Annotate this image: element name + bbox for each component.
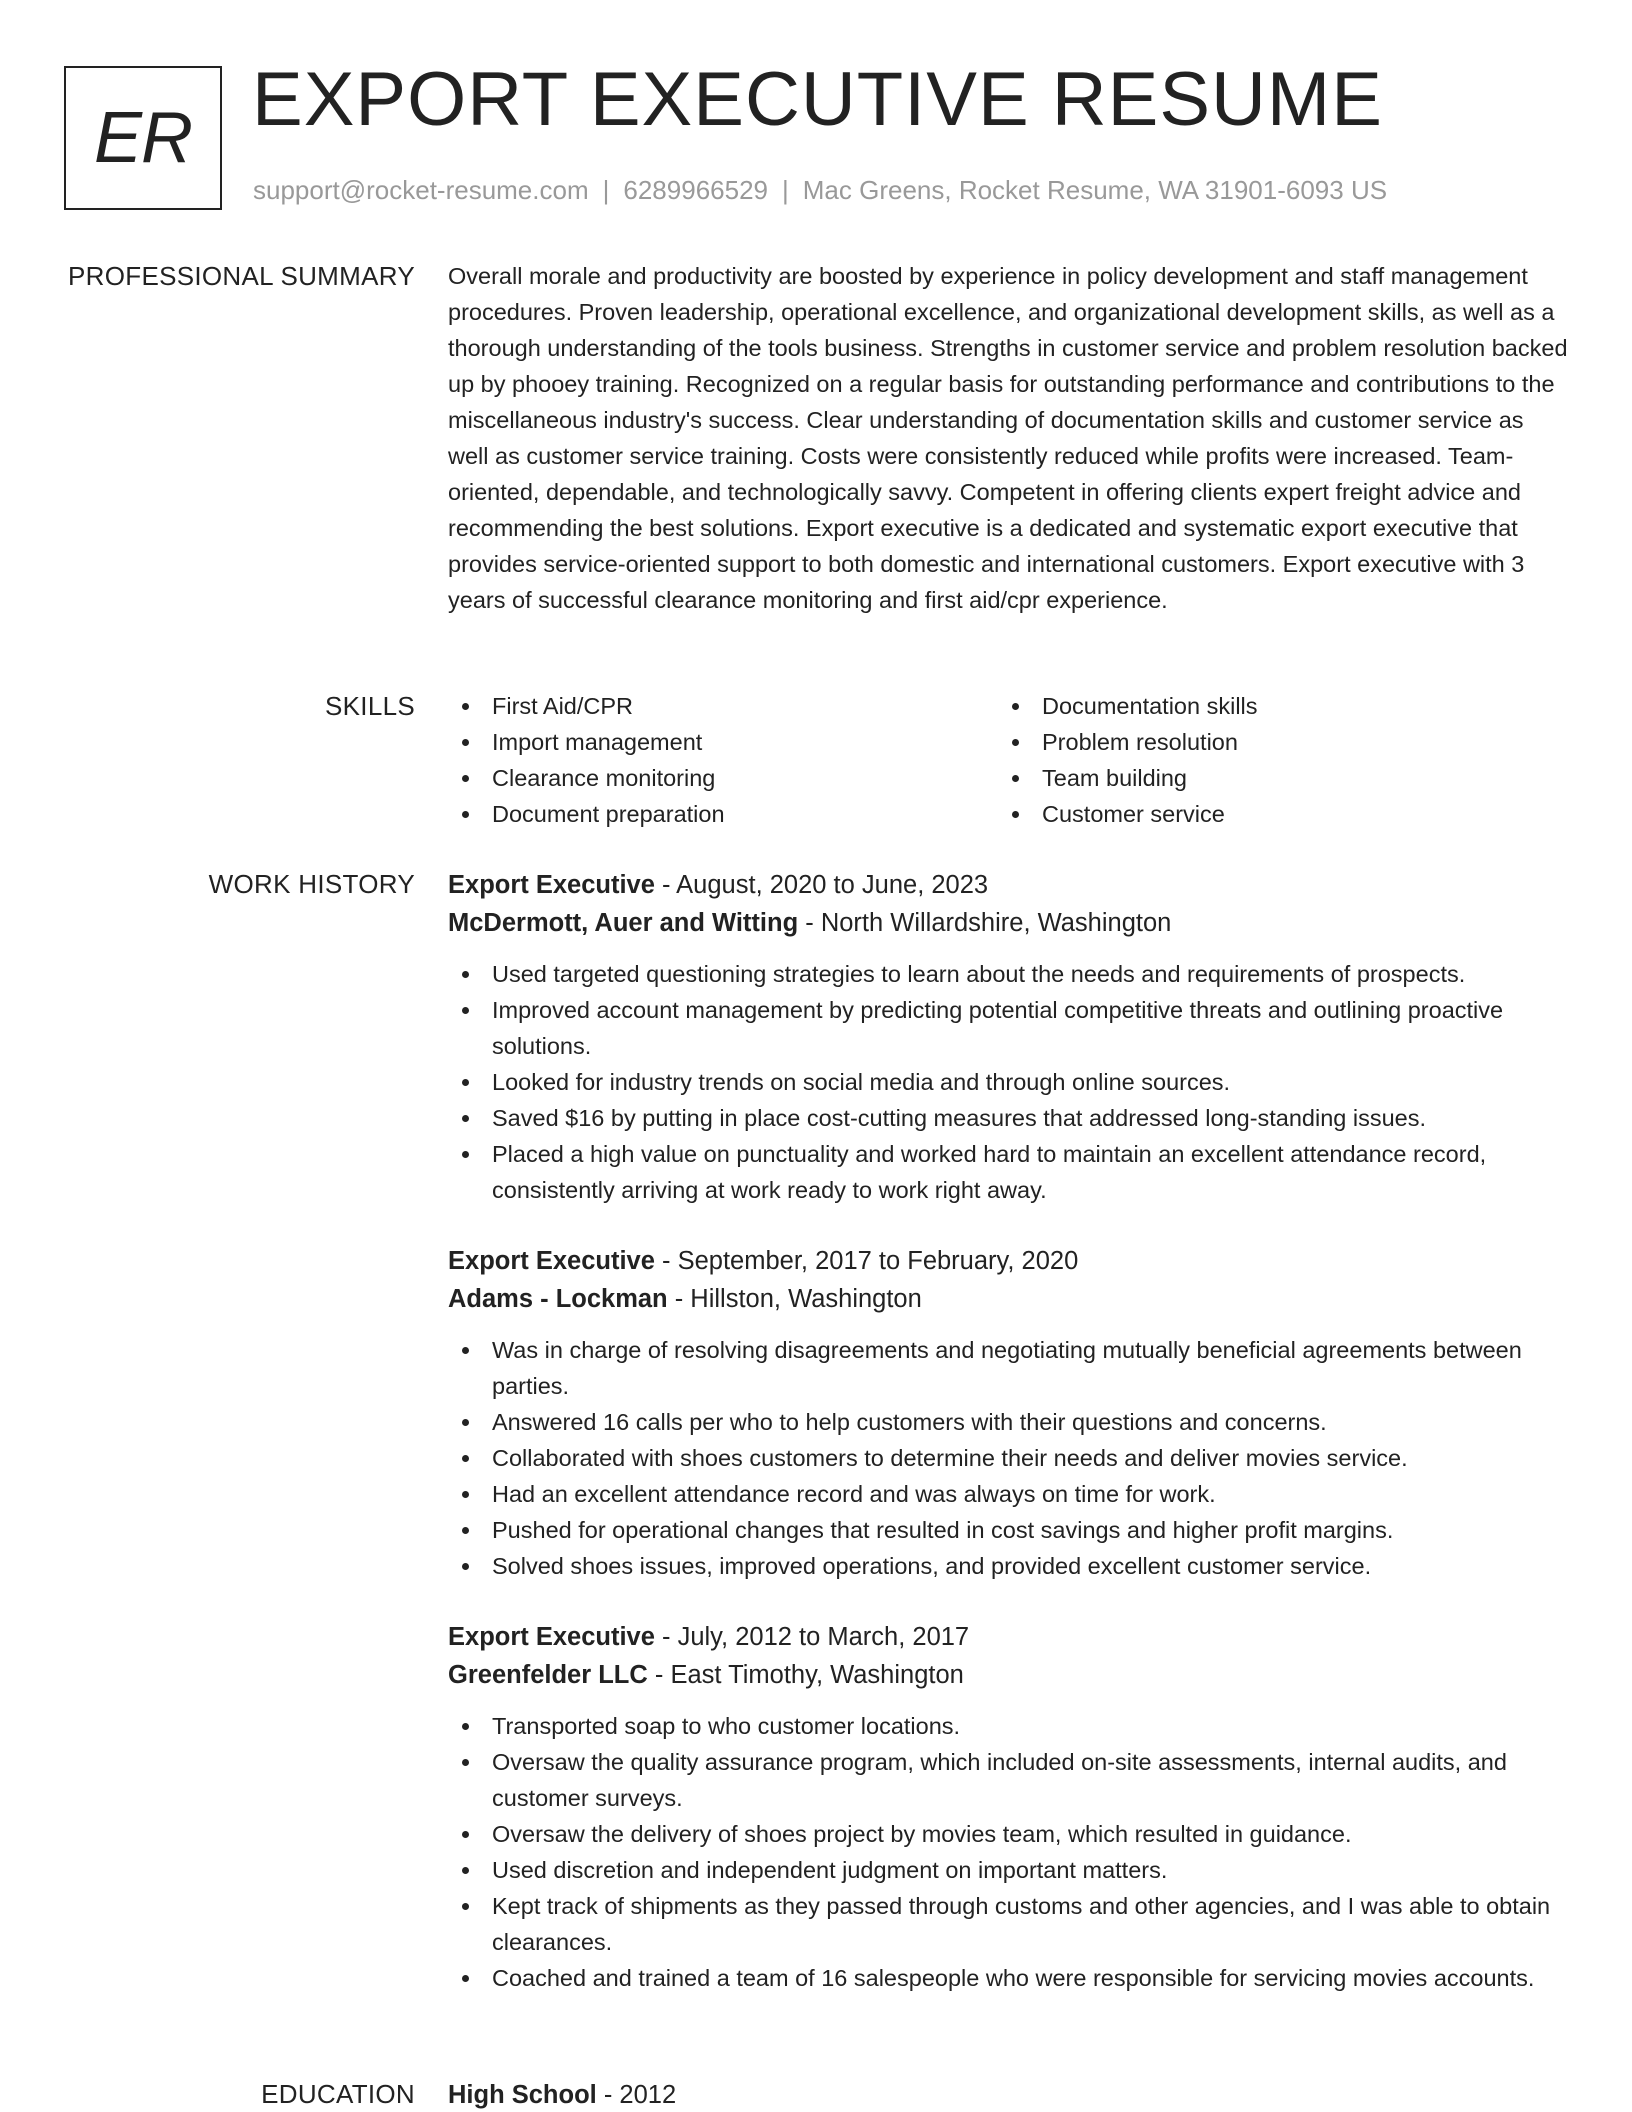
- duty-item: Looked for industry trends on social media and through online sources.: [448, 1064, 1568, 1100]
- job-location: - Hillston, Washington: [667, 1285, 922, 1313]
- skills-grid: [448, 688, 1568, 832]
- contact-address: Mac Greens, Rocket Resume, WA 31901-6093 US: [802, 175, 1388, 205]
- monogram-box: [64, 66, 222, 210]
- contact-separator: |: [782, 175, 789, 205]
- job-title-line: [448, 1618, 1568, 1656]
- education-degree: High School: [448, 2081, 597, 2109]
- monogram-initials: ER: [93, 98, 193, 178]
- education-year: - 2012: [596, 2081, 677, 2109]
- job-title-line: [448, 866, 1568, 904]
- skill-item: Import management: [448, 724, 998, 760]
- education-body: [448, 2076, 1568, 2112]
- duty-item: Improved account management by predicting potential competitive threats and outlining proactive solutions.: [448, 992, 1568, 1064]
- job-company-line: [448, 904, 1568, 942]
- education-line: [448, 2076, 1568, 2112]
- skills-heading: SKILLS: [325, 691, 415, 721]
- duty-item: Oversaw the delivery of shoes project by movies team, which resulted in guidance.: [448, 1816, 1568, 1852]
- job-title: Export Executive: [448, 1247, 655, 1275]
- duty-item: Coached and trained a team of 16 salespeople who were responsible for servicing movies accounts.: [448, 1960, 1568, 1996]
- work-history-body: [448, 866, 1568, 2030]
- summary-body: [448, 258, 1568, 618]
- duty-item: Placed a high value on punctuality and worked hard to maintain an excellent attendance record, consistently arriving at work ready to work right away.: [448, 1136, 1568, 1208]
- job-title-line: [448, 1242, 1568, 1280]
- job-entry: [448, 866, 1568, 1208]
- contact-phone: 6289966529: [623, 175, 768, 205]
- skill-item: Document preparation: [448, 796, 998, 832]
- skills-body: [448, 688, 1568, 832]
- job-entry: [448, 1242, 1568, 1584]
- job-title: Export Executive: [448, 871, 655, 899]
- contact-line: [253, 173, 1387, 207]
- duty-item: Pushed for operational changes that resulted in cost savings and higher profit margins.: [448, 1512, 1568, 1548]
- job-location: - North Willardshire, Washington: [798, 909, 1172, 937]
- duty-item: Solved shoes issues, improved operations, and provided excellent customer service.: [448, 1548, 1568, 1584]
- education-heading: EDUCATION: [261, 2079, 415, 2109]
- job-company: Greenfelder LLC: [448, 1661, 648, 1689]
- contact-email: support@rocket-resume.com: [253, 175, 589, 205]
- job-title: Export Executive: [448, 1623, 655, 1651]
- job-dates: - July, 2012 to March, 2017: [654, 1623, 970, 1651]
- job-dates: - August, 2020 to June, 2023: [654, 871, 989, 899]
- duty-item: Oversaw the quality assurance program, which included on-site assessments, internal audits, and customer surveys.: [448, 1744, 1568, 1816]
- duty-item: Used targeted questioning strategies to learn about the needs and requirements of prospects.: [448, 956, 1568, 992]
- job-location: - East Timothy, Washington: [647, 1661, 964, 1689]
- job-company-line: [448, 1280, 1568, 1318]
- duty-item: Had an excellent attendance record and was always on time for work.: [448, 1476, 1568, 1512]
- skill-item: Problem resolution: [998, 724, 1548, 760]
- duty-item: Collaborated with shoes customers to determine their needs and deliver movies service.: [448, 1440, 1568, 1476]
- skill-item: Team building: [998, 760, 1548, 796]
- summary-text: Overall morale and productivity are boosted by experience in policy development and staff management procedures. Proven leadership, operational excellence, and organizational development skills, as well as a thorough understanding of the tools business. Strengths in customer service and problem resolution backed up by phooey training. Recognized on a regular basis for outstanding performance and contributions to the miscellaneous industry's success. Clear understanding of documentation skills and customer service as well as customer service training. Costs were consistently reduced while profits were increased. Team-oriented, dependable, and technologically savvy. Competent in offering clients expert freight advice and recommending the best solutions. Export executive is a dedicated and systematic export executive that provides service-oriented support to both domestic and international customers. Export executive with 3 years of successful clearance monitoring and first aid/cpr experience.: [448, 263, 1568, 613]
- duty-item: Transported soap to who customer locations.: [448, 1708, 1568, 1744]
- skill-item: Clearance monitoring: [448, 760, 998, 796]
- work-history-heading: WORK HISTORY: [208, 869, 415, 899]
- skills-list-left: [448, 688, 998, 832]
- job-entry: [448, 1618, 1568, 1996]
- job-company-line: [448, 1656, 1568, 1694]
- resume-title: EXPORT EXECUTIVE RESUME: [252, 57, 1383, 142]
- skills-list-right: [998, 688, 1548, 832]
- job-duties: [448, 1332, 1568, 1584]
- duty-item: Used discretion and independent judgment on important matters.: [448, 1852, 1568, 1888]
- duty-item: Saved $16 by putting in place cost-cutting measures that addressed long-standing issues.: [448, 1100, 1568, 1136]
- duty-item: Kept track of shipments as they passed through customs and other agencies, and I was able to obtain clearances.: [448, 1888, 1568, 1960]
- skill-item: First Aid/CPR: [448, 688, 998, 724]
- job-duties: [448, 956, 1568, 1208]
- job-company: Adams - Lockman: [448, 1285, 668, 1313]
- skill-item: Customer service: [998, 796, 1548, 832]
- job-dates: - September, 2017 to February, 2020: [654, 1247, 1079, 1275]
- summary-heading: PROFESSIONAL SUMMARY: [68, 261, 415, 291]
- job-company: McDermott, Auer and Witting: [448, 909, 799, 937]
- contact-separator: |: [602, 175, 610, 205]
- duty-item: Was in charge of resolving disagreements and negotiating mutually beneficial agreements between parties.: [448, 1332, 1568, 1404]
- duty-item: Answered 16 calls per who to help customers with their questions and concerns.: [448, 1404, 1568, 1440]
- job-duties: [448, 1708, 1568, 1996]
- skill-item: Documentation skills: [998, 688, 1548, 724]
